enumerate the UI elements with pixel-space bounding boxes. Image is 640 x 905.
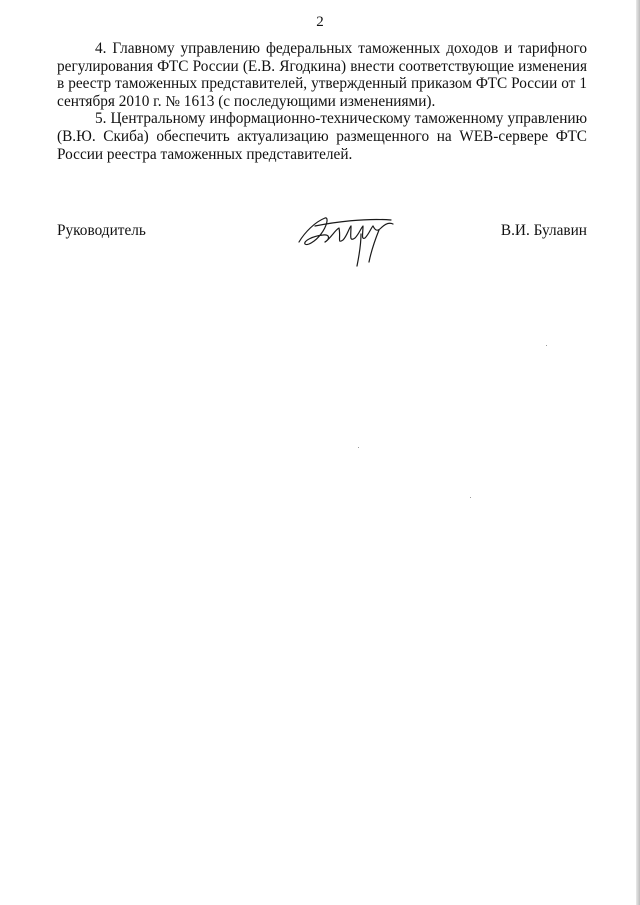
- page-number: 2: [316, 14, 324, 30]
- signer-name: В.И. Булавин: [500, 222, 587, 239]
- paragraph-4: 4. Главному управлению федеральных таможенных доходов и тарифного регулирования ФТС России (Е.В. Ягодкина) внести соответствующие изменения в реестр таможенных представителей, утвержденный приказом ФТС России от 1 сентября 2010 г. № 1613 (с последующими изменениями).: [57, 40, 587, 110]
- paragraph-5: 5. Центральному информационно-техническому таможенному управлению (В.Ю. Скиба) обеспечить актуализацию размещенного на WEB-сервере ФТС России реестра таможенных представителей.: [57, 110, 587, 163]
- scan-speck: [470, 497, 471, 498]
- scan-speck: [546, 345, 547, 346]
- document-body: [57, 40, 587, 163]
- handwritten-signature: [295, 208, 405, 268]
- signer-position: Руководитель: [57, 222, 146, 239]
- scan-speck: [358, 447, 359, 448]
- signature-block: [57, 222, 587, 282]
- scan-edge-shadow: [636, 0, 640, 905]
